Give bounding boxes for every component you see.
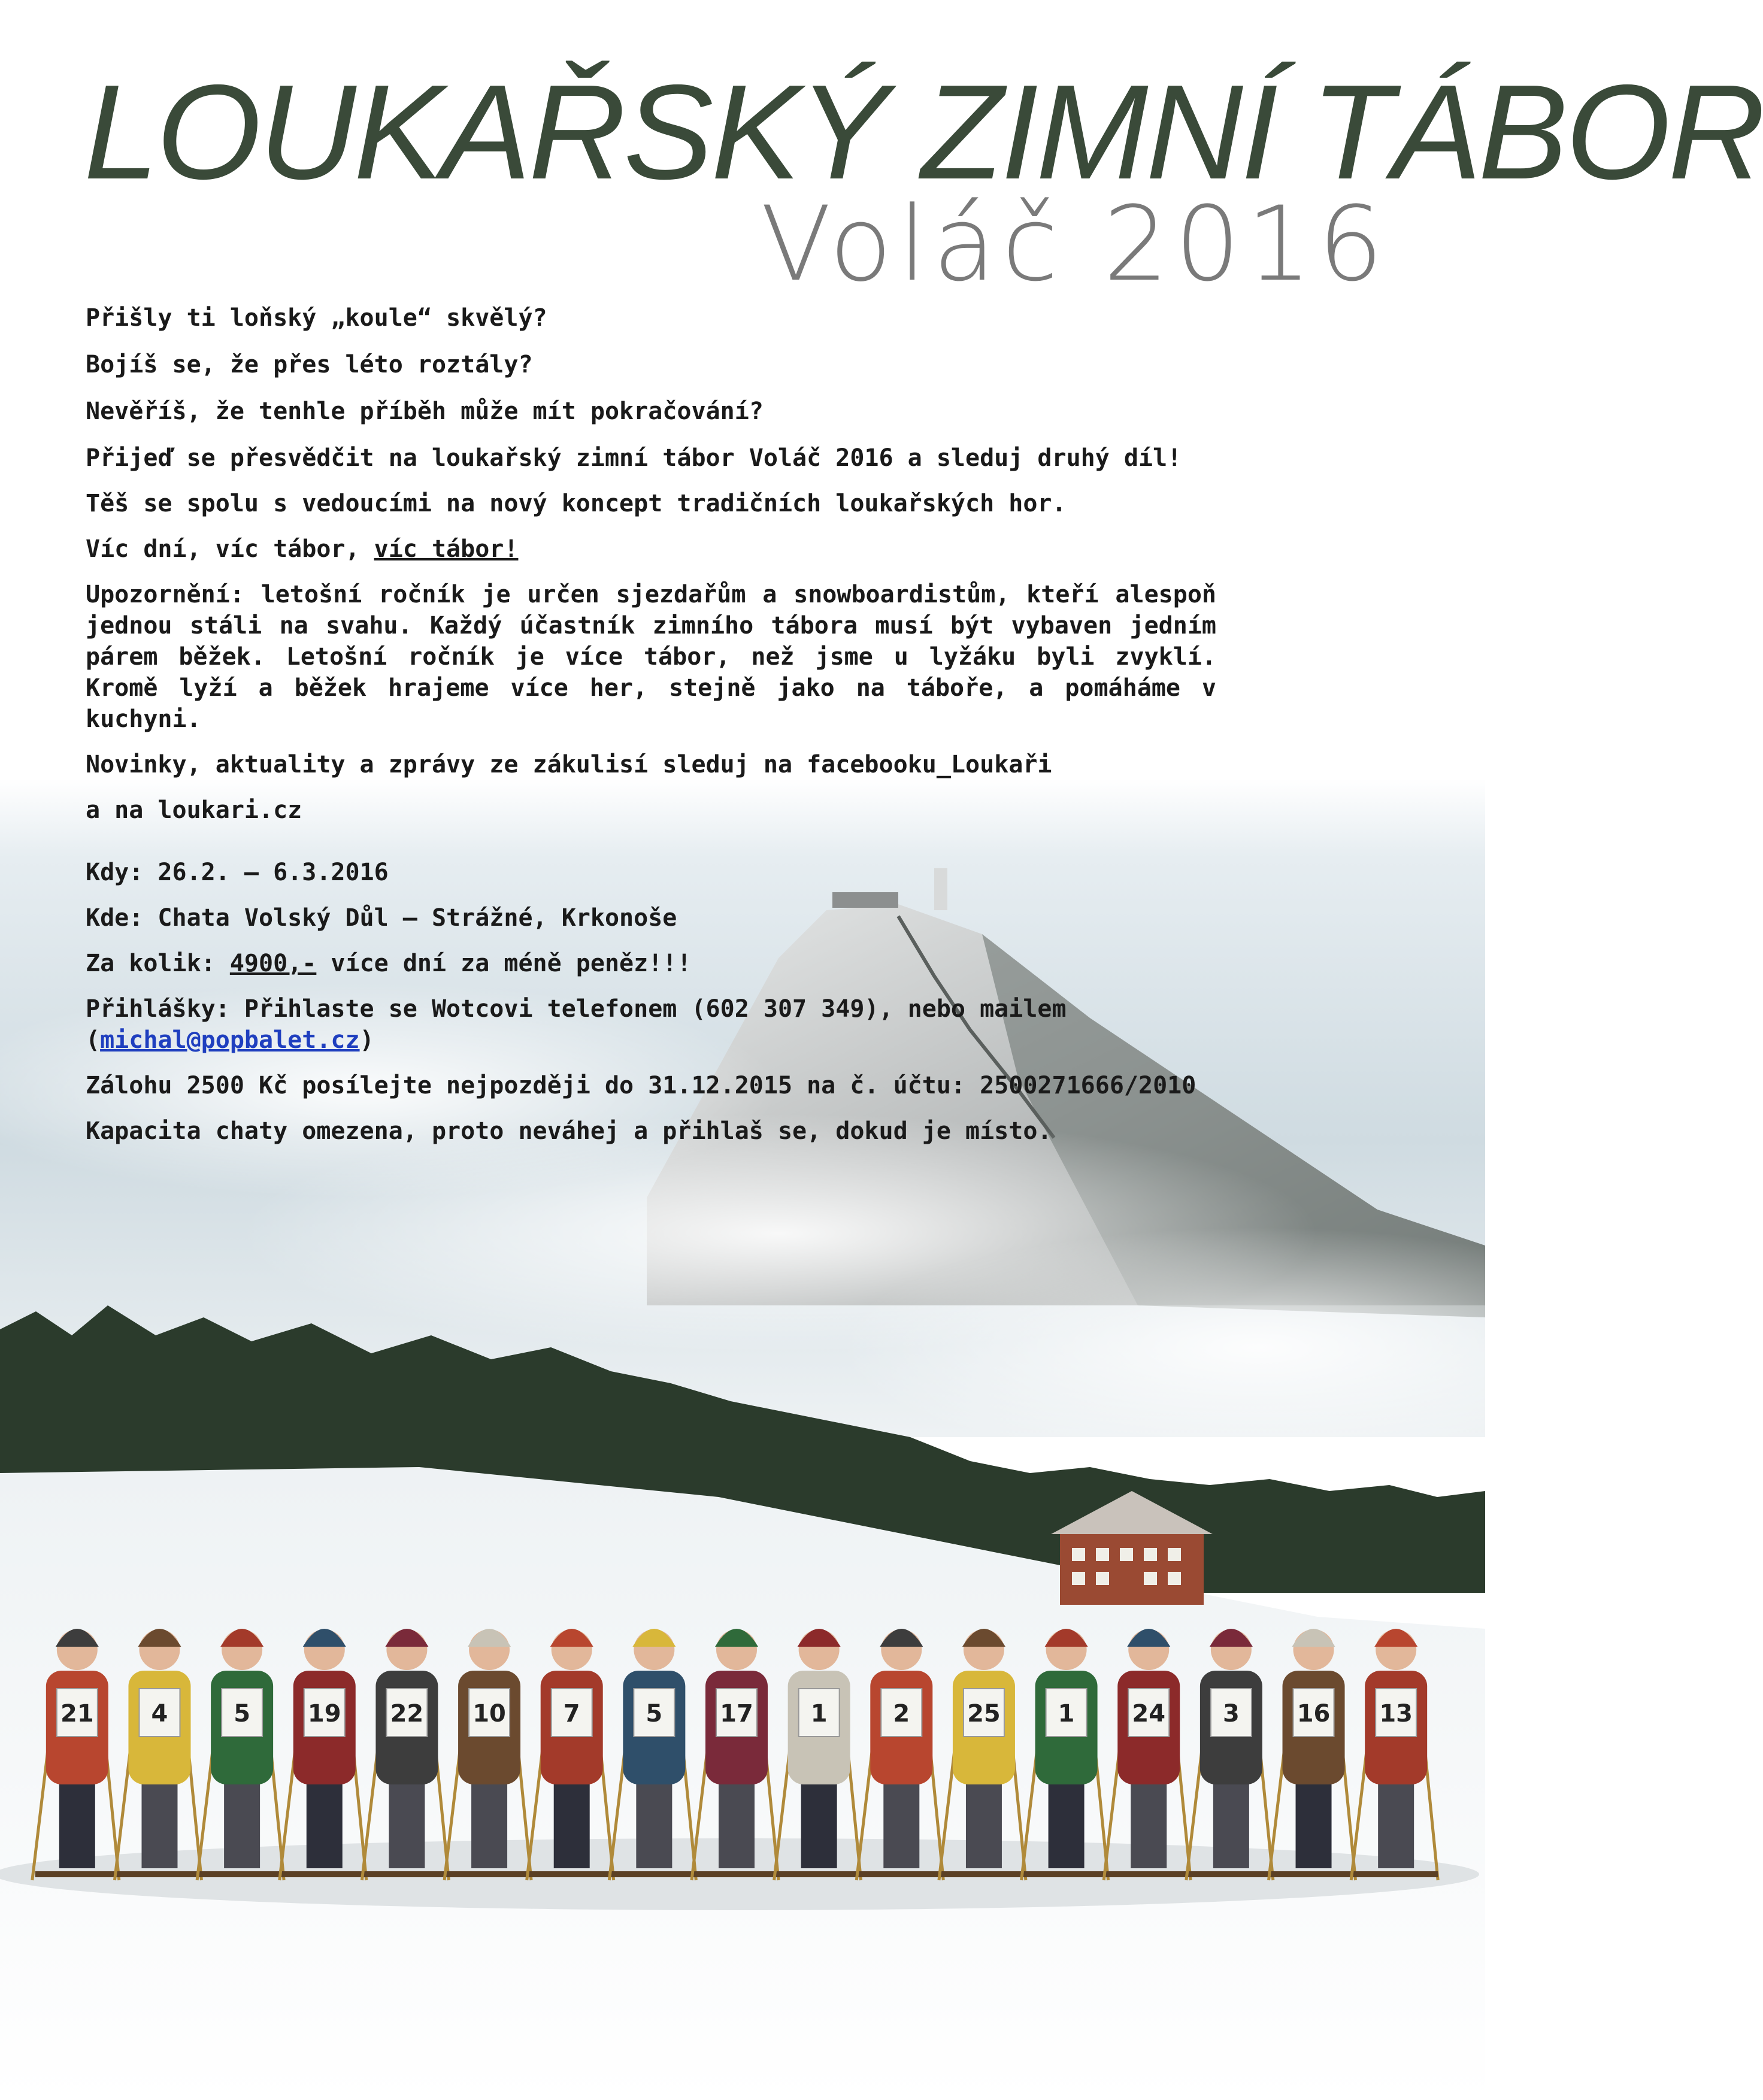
skiers-group [32, 1629, 1438, 1880]
bib-number: 25 [967, 1700, 1001, 1728]
detail-signup [86, 993, 1216, 1056]
signup-text: Přihlášky: Přihlaste se Wotcovi telefonem (602 307 349), nebo mailem [86, 995, 1067, 1023]
cloud [838, 1228, 1677, 1467]
detail-deposit: Zálohu 2500 Kč posílejte nejpozději do 31.12.2015 na č. účtu: 2500271666/2010 [86, 1072, 1196, 1099]
skier-legs [1049, 1778, 1085, 1868]
skier-legs [966, 1778, 1002, 1868]
detail-capacity: Kapacita chaty omezena, proto neváhej a přihlaš se, dokud je místo. [86, 1117, 1052, 1145]
bib-number: 19 [307, 1700, 341, 1728]
notice-paragraph: Upozornění: letošní ročník je určen sjezdařům a snowboardistům, kteří alespoň jednou stáli na svahu. Každý účastník zimního tábora musí být vybaven jedním párem běžek. Letošní ročník je více tábor, než jsme u lyžáku byli zvyklí. Kromě lyží a běžek hrajeme více her, stejně jako na táboře, a pomáháme v kuchyni. [86, 581, 1216, 733]
skier-legs [224, 1778, 260, 1868]
email-open: ( [86, 1026, 101, 1054]
email-link[interactable]: michal@popbalet.cz [100, 1026, 360, 1054]
detail-where: Kde: Chata Volský Důl – Strážné, Krkonoše [86, 904, 677, 932]
page-subtitle: Voláč 2016 [761, 184, 1389, 304]
skier-legs [801, 1778, 837, 1868]
skier-legs [1213, 1778, 1249, 1868]
bib-number: 1 [810, 1700, 828, 1728]
skier-legs [307, 1778, 343, 1868]
news-line-1: Novinky, aktuality a zprávy ze zákulisí sleduj na facebooku_Loukaři [86, 751, 1052, 778]
bib-number: 5 [646, 1700, 663, 1728]
bib-number: 3 [1222, 1700, 1240, 1728]
bib-number: 10 [472, 1700, 506, 1728]
skier-legs [883, 1778, 919, 1868]
price-prefix: Za kolik: [86, 950, 230, 977]
skier-legs [141, 1778, 177, 1868]
intro-q1: Přišly ti loňský „koule“ skvělý? [86, 304, 547, 332]
bib-number: 7 [563, 1700, 580, 1728]
intro-q6-prefix: Víc dní, víc tábor, [86, 535, 374, 563]
bib-number: 22 [390, 1700, 424, 1728]
bib-number: 17 [720, 1700, 753, 1728]
skier-legs [636, 1778, 672, 1868]
bib-number: 2 [893, 1700, 910, 1728]
skier-legs [1378, 1778, 1414, 1868]
intro-q2: Bojíš se, že přes léto roztály? [86, 351, 533, 378]
bib-number: 13 [1379, 1700, 1413, 1728]
skier-legs [1296, 1778, 1332, 1868]
skier-legs [554, 1778, 590, 1868]
page-title: LOUKAŘSKÝ ZIMNÍ TÁBOR [84, 56, 1763, 207]
price-suffix: více dní za méně peněz!!! [316, 950, 692, 977]
skier-legs [719, 1778, 755, 1868]
intro-q6 [86, 534, 1216, 565]
email-close: ) [359, 1026, 374, 1054]
intro-q5: Těš se spolu s vedoucími na nový koncept tradičních loukařských hor. [86, 490, 1067, 517]
price-value: 4900,- [229, 950, 317, 977]
skier-legs [471, 1778, 507, 1868]
main-text [86, 302, 1216, 1161]
bib-number: 21 [60, 1700, 94, 1728]
skier-legs [389, 1778, 425, 1868]
bib-number: 4 [151, 1700, 168, 1728]
bib-number: 1 [1058, 1700, 1075, 1728]
skier-legs [1131, 1778, 1167, 1868]
detail-price [86, 948, 1216, 979]
bib-number: 24 [1132, 1700, 1166, 1728]
bib-number: 5 [234, 1700, 251, 1728]
intro-q4: Přijeď se přesvědčit na loukařský zimní tábor Voláč 2016 a sleduj druhý díl! [86, 444, 1182, 472]
skier-legs [59, 1778, 95, 1868]
intro-q6-emphasis: víc tábor! [374, 535, 519, 563]
detail-when: Kdy: 26.2. – 6.3.2016 [86, 859, 389, 886]
bib-number: 16 [1296, 1700, 1331, 1728]
news-line-2: a na loukari.cz [86, 796, 302, 824]
intro-q3: Nevěříš, že tenhle příběh může mít pokračování? [86, 398, 764, 425]
